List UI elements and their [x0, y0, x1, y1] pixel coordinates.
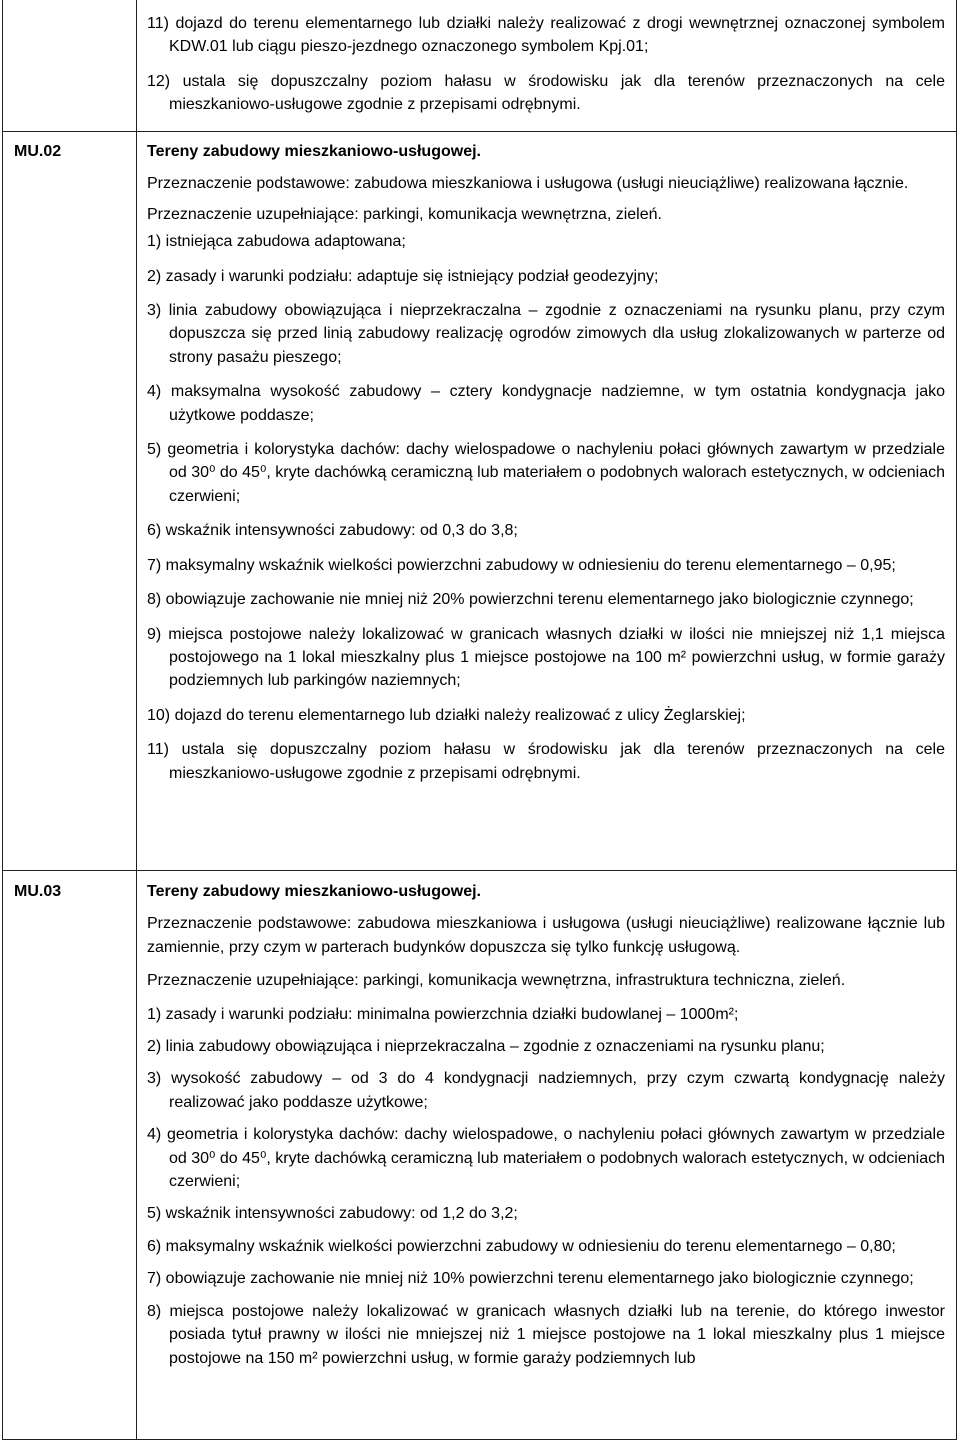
row-label-mu03: MU.03: [14, 883, 62, 900]
list-item: 3) linia zabudowy obowiązująca i nieprzekraczalna – zgodnie z oznaczeniami na rysunku planu, przy czym dopuszcza się przed linią zabudowy realizację ogrodów zimowych dla usług zlokalizowanych w parterze od strony pasażu pieszego;: [147, 302, 945, 366]
basic-purpose: [147, 912, 945, 959]
list-item: 1) istniejąca zabudowa adaptowana;: [147, 233, 406, 251]
list-item: 7) obowiązuje zachowanie nie mniej niż 10% powierzchni terenu elementarnego jako biologicznie czynnego;: [147, 1270, 914, 1288]
list-item: 9) miejsca postojowe należy lokalizować w granicach własnych działki w ilości nie mniejszej niż 1,1 miejsca postojowego na 1 lokal mieszkalny plus 1 miejsce postojowe na 100 m² powierzchni usług, w formie garaży podziemnych lub parkingów naziemnych;: [147, 625, 945, 690]
section-title: Tereny zabudowy mieszkaniowo-usługowej.: [147, 143, 481, 160]
section-mu03-content: [147, 880, 945, 1370]
basic-purpose: [147, 172, 945, 195]
basic-purpose-text: zabudowa mieszkaniowa i usługowa (usługi nieuciążliwe) realizowana łącznie.: [354, 175, 909, 193]
row-label-mu02: MU.02: [14, 143, 62, 160]
list-item: 1) zasady i warunki podziału: minimalna powierzchnia działki budowlanej – 1000m²;: [147, 1005, 739, 1023]
basic-purpose-text: zabudowa mieszkaniowa i usługowa (usługi nieuciążliwe) realizowane łącznie lub zamiennie, przy czym w parterach budynków dopuszcza się tylko funkcję usługową.: [147, 915, 946, 956]
supplementary-purpose: [147, 969, 945, 992]
list-item: 4) maksymalna wysokość zabudowy – cztery kondygnacje nadziemne, w tym ostatnia kondygnacja jako użytkowe poddasze;: [147, 383, 945, 424]
list-item: 4) geometria i kolorystyka dachów: dachy wielospadowe, o nachyleniu połaci głównych zawartym w przedziale od 30⁰ do 45⁰, kryte dachówką ceramiczną lub materiałem o podobnych walorach estetycznych, w odcieniach czerwieni;: [147, 1126, 945, 1191]
basic-purpose-label: Przeznaczenie podstawowe:: [147, 175, 350, 193]
row-separator-1: [2, 131, 957, 132]
list-item: 10) dojazd do terenu elementarnego lub działki należy realizować z ulicy Żeglarskiej;: [147, 706, 746, 724]
section-mu02-content: [147, 140, 945, 785]
list-item: 11) ustala się dopuszczalny poziom hałasu w środowisku jak dla terenów przeznaczonych na cele mieszkaniowo-usługowe zgodnie z przepisami odrębnymi.: [147, 741, 945, 782]
row-separator-2: [2, 870, 957, 871]
list-item: 3) wysokość zabudowy – od 3 do 4 kondygnacji nadziemnych, przy czym czwartą kondygnację należy realizować jako poddasze użytkowe;: [147, 1070, 945, 1111]
list-item: 8) miejsca postojowe należy lokalizować w granicach własnych działki lub na terenie, do którego inwestor posiada tytuł prawny w ilości nie mniejszej niż 1 miejsce postojowe na 1 lokal mieszkalny plus 1 miejsce postojowe na 150 m² powierzchni usług, w formie garaży podziemnych lub: [147, 1302, 945, 1367]
supplementary-purpose: [147, 203, 945, 226]
section-prev-content: [147, 12, 945, 117]
supplementary-purpose-text: parkingi, komunikacja wewnętrzna, infrastruktura techniczna, zieleń.: [363, 972, 846, 990]
list-item: 5) geometria i kolorystyka dachów: dachy wielospadowe o nachyleniu połaci głównych zawartym w przedziale od 30⁰ do 45⁰, kryte dachówką ceramiczną lub materiałem o podobnych walorach estetycznych, w odcieniach czerwieni;: [147, 441, 945, 505]
list-item: 7) maksymalny wskaźnik wielkości powierzchni zabudowy w odniesieniu do terenu elementarnego – 0,95;: [147, 556, 896, 574]
list-item: 8) obowiązuje zachowanie nie mniej niż 20% powierzchni terenu elementarnego jako biologicznie czynnego;: [147, 591, 914, 609]
list-item: 11) dojazd do terenu elementarnego lub działki należy realizować z drogi wewnętrznej oznaczonej symbolem KDW.01 lub ciągu pieszo-jezdnego oznaczonego symbolem Kpj.01;: [147, 15, 945, 56]
list-item: 2) zasady i warunki podziału: adaptuje się istniejący podział geodezyjny;: [147, 267, 659, 285]
list-item: 2) linia zabudowy obowiązująca i nieprzekraczalna – zgodnie z oznaczeniami na rysunku planu;: [147, 1038, 825, 1056]
list-item: 12) ustala się dopuszczalny poziom hałasu w środowisku jak dla terenów przeznaczonych na cele mieszkaniowo-usługowe zgodnie z przepisami odrębnymi.: [147, 72, 945, 114]
list-item: 6) wskaźnik intensywności zabudowy: od 0,3 do 3,8;: [147, 522, 518, 540]
section-title: Tereny zabudowy mieszkaniowo-usługowej.: [147, 883, 481, 900]
column-separator: [136, 0, 137, 1440]
supplementary-purpose-label: Przeznaczenie uzupełniające:: [147, 205, 359, 223]
list-item: 6) maksymalny wskaźnik wielkości powierzchni zabudowy w odniesieniu do terenu elementarnego – 0,80;: [147, 1237, 896, 1255]
supplementary-purpose-label: Przeznaczenie uzupełniające:: [147, 972, 359, 990]
supplementary-purpose-text: parkingi, komunikacja wewnętrzna, zieleń.: [363, 205, 662, 223]
basic-purpose-label: Przeznaczenie podstawowe:: [147, 915, 352, 933]
list-item: 5) wskaźnik intensywności zabudowy: od 1,2 do 3,2;: [147, 1205, 518, 1223]
